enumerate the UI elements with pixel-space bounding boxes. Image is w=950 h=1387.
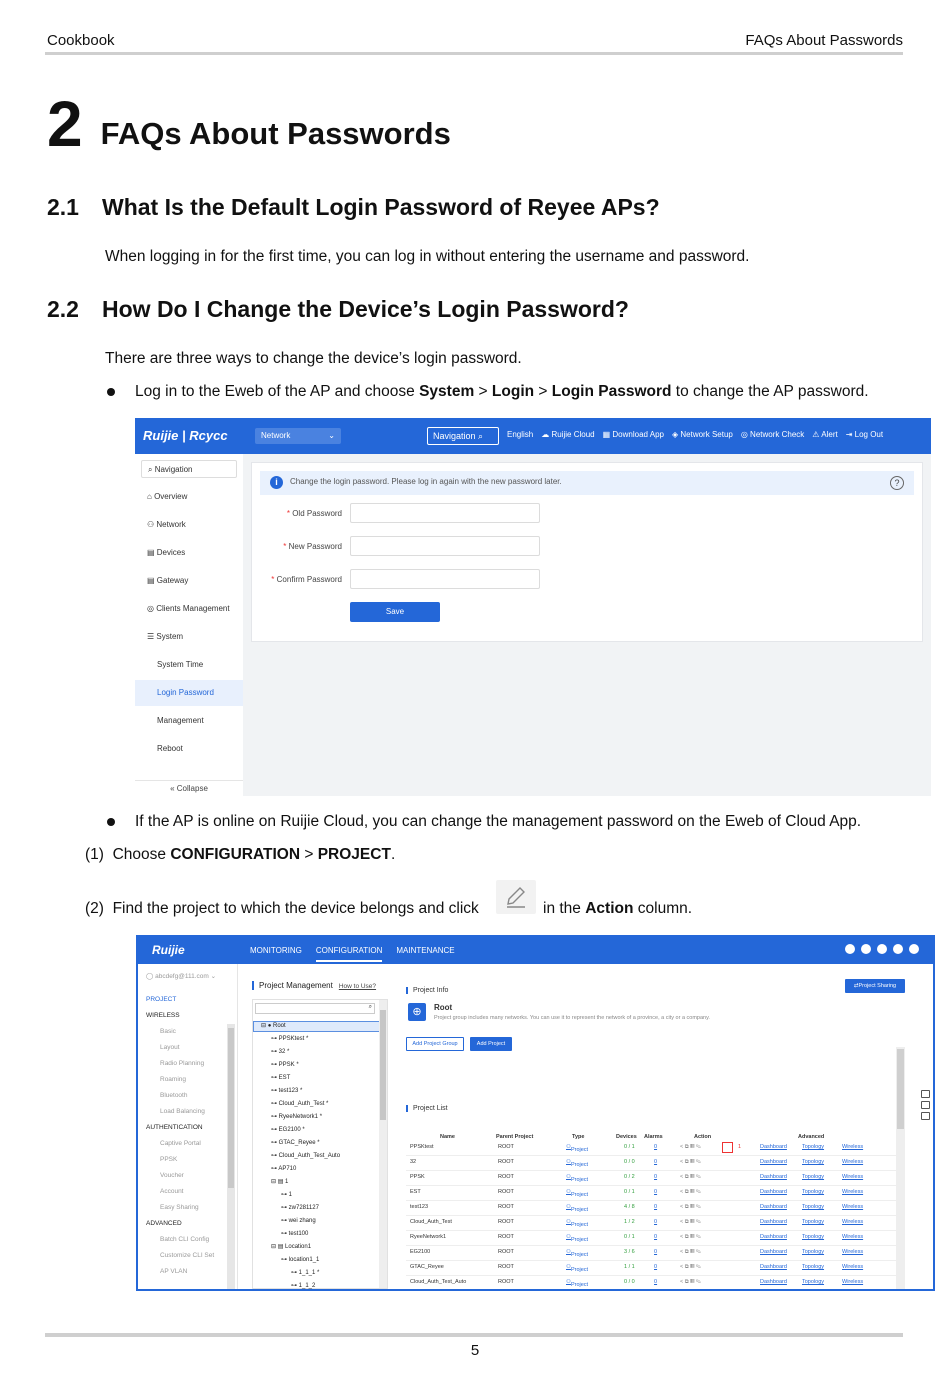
tree-node-icon: ⊶ (271, 1127, 279, 1133)
cell-parent: ROOT (498, 1249, 514, 1255)
action-icons[interactable]: < ⧉ ▥ ✎ (680, 1249, 701, 1255)
cell-name: RyeeNetwork1 (410, 1234, 447, 1240)
navigation-button[interactable]: Navigation ⌕ (427, 427, 499, 445)
cell-devices: 0 / 1 (624, 1234, 635, 1240)
cell-type[interactable]: ⚇ Project (566, 1234, 589, 1243)
collapse-button[interactable]: « Collapse (135, 780, 243, 796)
sidebar-item[interactable]: Account (160, 1188, 184, 1195)
cell-parent: ROOT (498, 1264, 514, 1270)
topology-link[interactable]: Topology (802, 1144, 825, 1150)
tree-node[interactable] (281, 1204, 319, 1211)
sidebar-search[interactable]: ⌕ Navigation (141, 460, 237, 478)
language-link[interactable]: English (507, 430, 534, 439)
tree-node-icon: ⊟ ▤ (271, 1179, 286, 1185)
root-description: Project group includes many networks. You can use it to represent the network of a province, a city or a company. (434, 1015, 710, 1021)
dashboard-link[interactable]: Dashboard (760, 1174, 787, 1180)
tree-node-label: wei zhang (288, 1218, 316, 1224)
settings-icon[interactable] (893, 944, 903, 954)
ruijie-cloud-logo: Ruijie (152, 943, 185, 957)
section-2-1-body: When logging in for the first time, you can log in without entering the username and password. (105, 248, 750, 265)
tree-node-label: Root (273, 1023, 286, 1029)
dashboard-link[interactable]: Dashboard (760, 1249, 787, 1255)
topology-link[interactable]: Topology (802, 1159, 825, 1165)
table-row (406, 1141, 905, 1156)
sidebar-item-network[interactable]: ⚇ Network (147, 520, 186, 529)
wireless-link[interactable]: Wireless (842, 1144, 864, 1150)
eweb-top-bar (135, 418, 931, 454)
top-links (507, 430, 883, 439)
tree-node[interactable] (271, 1243, 311, 1250)
cell-devices: 4 / 8 (624, 1204, 635, 1210)
cell-devices: 0 / 0 (624, 1159, 635, 1165)
cell-alarms[interactable]: 0 (654, 1159, 658, 1165)
tree-node-icon: ⊶ (281, 1257, 289, 1263)
tree-node-icon: ⊶ (271, 1114, 279, 1120)
bullet-dot (107, 818, 115, 826)
right-toolbar (919, 1087, 933, 1127)
ruijie-logo: Ruijie | Rcycc (143, 428, 228, 443)
mail-icon[interactable] (921, 1090, 930, 1098)
wireless-link[interactable]: Wireless (842, 1249, 864, 1255)
confirm-password-input[interactable] (350, 569, 540, 589)
cell-devices: 0 / 1 (624, 1189, 635, 1195)
sidebar-item[interactable]: PPSK (160, 1156, 178, 1163)
tree-node[interactable] (271, 1061, 299, 1068)
cell-type[interactable]: ⚇ Project (566, 1279, 589, 1288)
sidebar-item[interactable]: AUTHENTICATION (146, 1124, 203, 1131)
sidebar-item[interactable]: Radio Planning (160, 1060, 205, 1067)
cloud-top-bar (138, 937, 933, 964)
project-info (406, 987, 911, 1077)
table-row (406, 1156, 905, 1171)
wireless-link[interactable]: Wireless (842, 1204, 864, 1210)
tree-node-icon: ⊶ (281, 1231, 289, 1237)
tree-node[interactable] (281, 1217, 316, 1224)
bullet-1-text: Log in to the Eweb of the AP and choose System > Login > Login Password to change the AP password. (135, 383, 869, 400)
highlighted-edit-icon[interactable] (722, 1142, 733, 1153)
tree-node[interactable] (271, 1100, 328, 1107)
tree-node-icon: ⊶ (281, 1218, 289, 1224)
tree-node[interactable] (271, 1074, 290, 1081)
tree-node[interactable] (271, 1152, 340, 1159)
tree-node-icon: ⊶ (281, 1205, 289, 1211)
info-icon: i (270, 476, 283, 489)
tree-node[interactable] (291, 1282, 315, 1289)
cloud-tabs (250, 946, 455, 962)
tree-node[interactable] (271, 1126, 305, 1133)
sidebar-item-system-time[interactable]: System Time (157, 660, 204, 669)
notification-icon[interactable] (845, 944, 855, 954)
new-password-label: * New Password (283, 542, 342, 551)
cell-parent: ROOT (498, 1204, 514, 1210)
sidebar-item[interactable]: Basic (160, 1028, 176, 1035)
dashboard-link[interactable]: Dashboard (760, 1144, 787, 1150)
sidebar-item-system[interactable]: ☰ System (147, 632, 184, 641)
network-check-link[interactable]: ◎ Network Check (740, 430, 805, 439)
cell-type[interactable]: ⚇ Project (566, 1249, 589, 1258)
globe-icon: ⊕ (408, 1003, 426, 1021)
sidebar-item[interactable]: Layout (160, 1044, 180, 1051)
cell-name: PPSK (410, 1174, 425, 1180)
table-scrollbar[interactable] (896, 1047, 905, 1291)
chapter-heading (47, 88, 451, 160)
chapter-number: 2 (47, 88, 83, 160)
dashboard-link[interactable]: Dashboard (760, 1264, 787, 1270)
old-password-input[interactable] (350, 503, 540, 523)
how-to-use-link[interactable]: How to Use? (338, 983, 377, 990)
tree-node-label: RyeeNetwork1 * (278, 1114, 323, 1120)
action-icons[interactable]: < ⧉ ▥ ✎ (680, 1264, 701, 1270)
sidebar-item[interactable]: Load Balancing (160, 1108, 205, 1115)
section-title: How Do I Change the Device’s Login Password? (102, 296, 629, 322)
tree-node[interactable] (291, 1269, 319, 1276)
table-row (406, 1246, 905, 1261)
tree-node[interactable] (281, 1230, 308, 1237)
page-title: Project Management How to Use? (252, 981, 376, 990)
header-left: Cookbook (47, 32, 115, 49)
sidebar-item[interactable]: Roaming (160, 1076, 187, 1083)
table-row (406, 1171, 905, 1186)
tree-node-icon: ⊶ (271, 1166, 279, 1172)
cell-parent: ROOT (498, 1219, 514, 1225)
logout-link[interactable]: ⇥ Log Out (845, 430, 884, 439)
cell-name: Cloud_Auth_Test (410, 1219, 452, 1225)
save-button[interactable]: Save (350, 602, 440, 622)
globe-icon[interactable] (909, 944, 919, 954)
tree-node-label: GTAC_Reyee * (278, 1140, 320, 1146)
section-2-1-heading (47, 194, 660, 221)
cell-type[interactable]: ⚇ Project (566, 1219, 589, 1228)
add-project-group-button[interactable]: Add Project Group (406, 1037, 464, 1051)
alert-link[interactable]: ⚠ Alert (812, 430, 838, 439)
edit-marker: 1 (738, 1144, 742, 1150)
topology-link[interactable]: Topology (802, 1264, 825, 1270)
project-list-title: Project List (406, 1105, 448, 1112)
table-row (406, 1261, 905, 1276)
tab-maintenance[interactable]: MAINTENANCE (396, 946, 455, 955)
add-project-button[interactable]: Add Project (470, 1037, 512, 1051)
tree-node[interactable] (271, 1165, 296, 1172)
sidebar-item-clients[interactable]: ◎ Clients Management (147, 604, 230, 613)
wireless-link[interactable]: Wireless (842, 1264, 864, 1270)
tree-node-icon: ⊶ (271, 1062, 279, 1068)
wireless-link[interactable]: Wireless (842, 1174, 864, 1180)
cell-alarms[interactable]: 0 (654, 1219, 658, 1225)
info-banner (260, 471, 914, 495)
cell-parent: ROOT (498, 1159, 514, 1165)
bullet-2-text: If the AP is online on Ruijie Cloud, you can change the management password on the Eweb of Cloud App. (135, 813, 862, 830)
tree-node-label: 1 (288, 1192, 293, 1198)
tree-node-label: AP710 (278, 1166, 297, 1172)
header-right: FAQs About Passwords (745, 32, 903, 49)
sidebar-item[interactable]: Customize CLI Set (160, 1252, 215, 1259)
tree-node-label: Cloud_Auth_Test_Auto (278, 1153, 341, 1159)
support-icon[interactable] (921, 1112, 930, 1120)
topology-link[interactable]: Topology (802, 1279, 825, 1285)
dashboard-link[interactable]: Dashboard (760, 1279, 787, 1285)
project-management (246, 977, 911, 1289)
tree-node-icon: ⊶ (271, 1101, 279, 1107)
wireless-link[interactable]: Wireless (842, 1234, 864, 1240)
tree-node[interactable] (271, 1113, 322, 1120)
table-row (406, 1201, 905, 1216)
confirm-password-label: * Confirm Password (271, 575, 342, 584)
tree-node[interactable] (261, 1022, 286, 1029)
tree-node-label: 32 * (278, 1049, 290, 1055)
sidebar-item-overview[interactable]: ⌂ Overview (147, 492, 188, 501)
cell-alarms[interactable]: 0 (654, 1174, 658, 1180)
cell-parent: ROOT (498, 1144, 514, 1150)
tree-node-label: Location1 (285, 1244, 312, 1250)
chapter-title: FAQs About Passwords (100, 116, 451, 151)
step-2-tail: in the Action column. (543, 900, 693, 917)
table-row (406, 1276, 905, 1291)
action-icons[interactable]: < ⧉ ▥ ✎ (680, 1204, 701, 1210)
table-row (406, 1186, 905, 1201)
tree-node-icon: ⊶ (271, 1088, 279, 1094)
footer-rule (45, 1333, 903, 1337)
header-rule (45, 52, 903, 55)
tree-search[interactable]: ⌕ (255, 1003, 375, 1014)
action-icons[interactable]: < ⧉ ▥ ✎ (680, 1279, 701, 1285)
tree-node[interactable] (281, 1256, 319, 1263)
bullet-dot (107, 388, 115, 396)
cell-name: test123 (410, 1204, 429, 1210)
sidebar-item[interactable]: ADVANCED (146, 1220, 182, 1227)
search-icon: ⌕ (478, 431, 484, 441)
cell-name: EG2100 (410, 1249, 431, 1255)
sidebar-item[interactable]: Bluetooth (160, 1092, 188, 1099)
cell-devices: 0 / 0 (624, 1279, 635, 1285)
help-icon[interactable]: ? (890, 476, 904, 490)
dashboard-link[interactable]: Dashboard (760, 1159, 787, 1165)
tree-node-label: PPSKtest * (278, 1036, 309, 1042)
tree-node-icon: ⊶ (271, 1049, 279, 1055)
eweb-screenshot (135, 418, 931, 796)
edit-pencil-icon (496, 880, 536, 914)
sidebar-item-reboot[interactable]: Reboot (157, 744, 183, 753)
cell-alarms[interactable]: 0 (654, 1189, 658, 1195)
cell-parent: ROOT (498, 1174, 514, 1180)
cell-name: Cloud_Auth_Test_Auto (410, 1279, 467, 1285)
info-icon[interactable] (861, 944, 871, 954)
table-row (406, 1231, 905, 1246)
sidebar-item[interactable]: Voucher (160, 1172, 184, 1179)
section-title: What Is the Default Login Password of Reyee APs? (102, 194, 660, 220)
tree-scrollbar[interactable] (379, 1000, 387, 1288)
cell-type[interactable]: ⚇ Project (566, 1144, 589, 1153)
tree-node-icon: ⊶ (291, 1283, 299, 1289)
wireless-link[interactable]: Wireless (842, 1189, 864, 1195)
tab-monitoring[interactable]: MONITORING (250, 946, 302, 955)
section-2-2-heading (47, 296, 629, 323)
network-setup-link[interactable]: ◈ Network Setup (672, 430, 733, 439)
tree-node-icon: ⊶ (281, 1192, 289, 1198)
step-1: (1) Choose CONFIGURATION > PROJECT. (85, 846, 396, 863)
section-2-2-intro: There are three ways to change the device’s login password. (105, 350, 522, 367)
sidebar-item-login-password[interactable]: Login Password (157, 688, 214, 697)
action-icons[interactable]: < ⧉ ▥ ✎ (680, 1144, 701, 1150)
tree-node-icon: ⊶ (291, 1270, 299, 1276)
project-tree (252, 999, 388, 1289)
sidebar-item[interactable]: Batch CLI Config (160, 1236, 210, 1243)
project-sharing-button[interactable]: ⇄Project Sharing (845, 979, 905, 993)
tree-node-icon: ⊟ ● (261, 1023, 273, 1029)
cell-type[interactable]: ⚇ Project (566, 1189, 589, 1198)
cloud-sidebar (138, 964, 238, 1289)
ruijie-cloud-link[interactable]: ☁ Ruijie Cloud (541, 430, 595, 439)
tree-node-label: location1_1 (288, 1257, 320, 1263)
project-info-title: Project Info (406, 987, 448, 994)
root-name: Root (434, 1003, 453, 1012)
tree-node[interactable] (271, 1048, 289, 1055)
tree-node-icon: ⊶ (271, 1140, 279, 1146)
sidebar-item-management[interactable]: Management (157, 716, 204, 725)
info-text: Change the login password. Please log in again with the new password later. (290, 477, 562, 486)
cell-type[interactable]: ⚇ Project (566, 1204, 589, 1213)
sidebar-item-gateway[interactable]: ▤ Gateway (147, 576, 189, 585)
running-header (47, 32, 903, 49)
old-password-label: * Old Password (286, 509, 342, 518)
step-2: (2) Find the project to which the device belongs and click (85, 900, 479, 917)
wireless-link[interactable]: Wireless (842, 1159, 864, 1165)
tree-node-label: test123 * (278, 1088, 303, 1094)
topology-link[interactable]: Topology (802, 1234, 825, 1240)
new-password-input[interactable] (350, 536, 540, 556)
table-row (406, 1216, 905, 1231)
action-icons[interactable]: < ⧉ ▥ ✎ (680, 1234, 701, 1240)
user-account[interactable]: ◯ abcdefg@111.com ⌄ (146, 973, 217, 980)
cell-name: 32 (410, 1159, 417, 1165)
action-icons[interactable]: < ⧉ ▥ ✎ (680, 1219, 701, 1225)
cell-parent: ROOT (498, 1234, 514, 1240)
cell-alarms[interactable]: 0 (654, 1249, 658, 1255)
copy-icon[interactable] (921, 1101, 930, 1109)
dashboard-link[interactable]: Dashboard (760, 1204, 787, 1210)
cell-devices: 3 / 6 (624, 1249, 635, 1255)
cell-devices: 1 / 2 (624, 1219, 635, 1225)
password-form-panel (251, 462, 923, 642)
page-number: 5 (470, 1342, 480, 1359)
action-icons[interactable]: < ⧉ ▥ ✎ (680, 1174, 701, 1180)
section-number: 2.2 (47, 296, 79, 322)
tree-node-label: EST (278, 1075, 291, 1081)
topology-link[interactable]: Topology (802, 1219, 825, 1225)
cell-devices: 0 / 2 (624, 1174, 635, 1180)
cell-alarms[interactable]: 0 (654, 1204, 658, 1210)
tree-node-label: 1_1_1 * (298, 1270, 320, 1276)
cell-parent: ROOT (498, 1279, 514, 1285)
tree-node-icon: ⊟ ▤ (271, 1244, 286, 1250)
tree-node-label: 1_1_2 (298, 1283, 316, 1289)
topology-link[interactable]: Topology (802, 1189, 825, 1195)
cell-alarms[interactable]: 0 (654, 1144, 658, 1150)
sidebar-item[interactable]: AP VLAN (160, 1268, 188, 1275)
cloud-screenshot (136, 935, 935, 1291)
dashboard-link[interactable]: Dashboard (760, 1219, 787, 1225)
tree-node[interactable] (271, 1087, 302, 1094)
topology-link[interactable]: Topology (802, 1174, 825, 1180)
tree-node[interactable] (271, 1178, 288, 1185)
dashboard-link[interactable]: Dashboard (760, 1234, 787, 1240)
action-icons[interactable]: < ⧉ ▥ ✎ (680, 1159, 701, 1165)
tree-node-icon: ⊶ (271, 1153, 279, 1159)
sidebar-scrollbar[interactable] (227, 1024, 235, 1291)
project-table (406, 1131, 905, 1291)
cell-alarms[interactable]: 0 (654, 1264, 658, 1270)
top-icons (845, 944, 919, 954)
table-header: Name Parent Project Type Devices Alarms Action Advanced (440, 1134, 825, 1140)
cell-name: EST (410, 1189, 421, 1195)
cell-name: PPSKtest (410, 1144, 434, 1150)
eweb-sidebar (135, 454, 243, 796)
sidebar-item[interactable]: Easy Sharing (160, 1204, 199, 1211)
action-icons[interactable]: < ⧉ ▥ ✎ (680, 1189, 701, 1195)
sidebar-item[interactable]: Captive Portal (160, 1140, 201, 1147)
cell-type[interactable]: ⚇ Project (566, 1159, 589, 1168)
sidebar-item[interactable]: PROJECT (146, 996, 177, 1003)
section-number: 2.1 (47, 194, 79, 220)
tree-node-icon: ⊶ (271, 1075, 279, 1081)
cell-name: GTAC_Reyee (410, 1264, 444, 1270)
tree-node-label: EG2100 * (278, 1127, 305, 1133)
cell-parent: ROOT (498, 1189, 514, 1195)
cell-devices: 1 / 1 (624, 1264, 635, 1270)
sidebar-item-devices[interactable]: ▤ Devices (147, 548, 186, 557)
topology-link[interactable]: Topology (802, 1204, 825, 1210)
network-select[interactable]: Network ⌄ (255, 428, 341, 444)
cell-type[interactable]: ⚇ Project (566, 1264, 589, 1273)
tree-node[interactable] (281, 1191, 292, 1198)
wireless-link[interactable]: Wireless (842, 1219, 864, 1225)
dashboard-link[interactable]: Dashboard (760, 1189, 787, 1195)
cell-type[interactable]: ⚇ Project (566, 1174, 589, 1183)
cell-alarms[interactable]: 0 (654, 1279, 658, 1285)
cell-alarms[interactable]: 0 (654, 1234, 658, 1240)
tree-node-label: test100 (288, 1231, 309, 1237)
help-icon[interactable] (877, 944, 887, 954)
download-app-link[interactable]: ▦ Download App (602, 430, 664, 439)
tab-configuration[interactable]: CONFIGURATION (316, 946, 383, 962)
wireless-link[interactable]: Wireless (842, 1279, 864, 1285)
tree-node-label: Cloud_Auth_Test * (278, 1101, 329, 1107)
tree-node-label: 1 (285, 1179, 289, 1185)
sidebar-item[interactable]: WIRELESS (146, 1012, 180, 1019)
tree-node[interactable] (271, 1139, 320, 1146)
tree-node-label: PPSK * (278, 1062, 299, 1068)
tree-node-label: zw7281127 (288, 1205, 319, 1211)
topology-link[interactable]: Topology (802, 1249, 825, 1255)
tree-node-icon: ⊶ (271, 1036, 279, 1042)
tree-node[interactable] (271, 1035, 308, 1042)
cell-devices: 0 / 1 (624, 1144, 635, 1150)
